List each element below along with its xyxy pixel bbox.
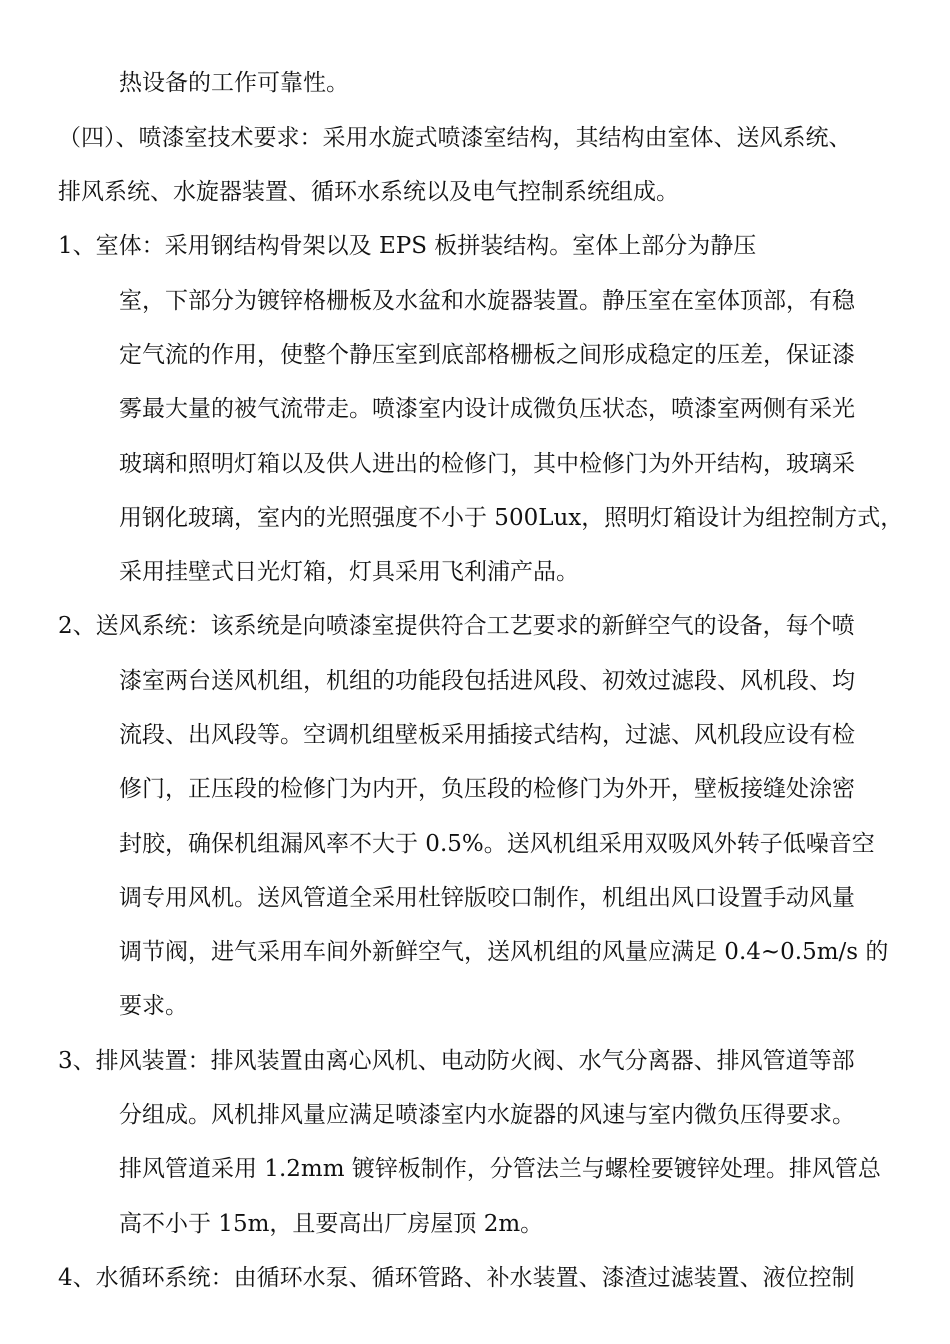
text-line: 室，下部分为镀锌格栅板及水盆和水旋器装置。静压室在室体顶部，有稳 xyxy=(119,288,855,314)
text-line: 流段、出风段等。空调机组壁板采用插接式结构，过滤、风机段应设有检 xyxy=(119,722,855,748)
section-heading-line: （四）、喷漆室技术要求：采用水旋式喷漆室结构，其结构由室体、送风系统、 xyxy=(58,125,852,151)
list-item-heading-line: 2、送风系统：该系统是向喷漆室提供符合工艺要求的新鲜空气的设备，每个喷 xyxy=(58,613,855,639)
text-line: 要求。 xyxy=(119,993,188,1019)
text-line: 采用挂壁式日光灯箱，灯具采用飞利浦产品。 xyxy=(119,559,579,585)
list-item-heading-line: 4、水循环系统：由循环水泵、循环管路、补水装置、漆渣过滤装置、液位控制 xyxy=(58,1265,855,1291)
text-line: 调专用风机。送风管道全采用杜锌版咬口制作，机组出风口设置手动风量 xyxy=(119,885,855,911)
list-item-heading-line: 1、室体：采用钢结构骨架以及 EPS 板拼装结构。室体上部分为静压 xyxy=(58,233,757,259)
text-line: 用钢化玻璃，室内的光照强度不小于 500Lux，照明灯箱设计为组控制方式， xyxy=(119,505,904,531)
list-item-heading-line: 3、排风装置：排风装置由离心风机、电动防火阀、水气分离器、排风管道等部 xyxy=(58,1048,855,1074)
text-line: 热设备的工作可靠性。 xyxy=(119,70,349,96)
text-line: 封胶，确保机组漏风率不大于 0.5%。送风机组采用双吸风外转子低噪音空 xyxy=(119,831,875,857)
text-line: 雾最大量的被气流带走。喷漆室内设计成微负压状态，喷漆室两侧有采光 xyxy=(119,396,855,422)
text-line: 高不小于 15m，且要高出厂房屋顶 2m。 xyxy=(119,1211,544,1237)
text-line: 调节阀，进气采用车间外新鲜空气，送风机组的风量应满足 0.4~0.5m/s 的 xyxy=(119,939,889,965)
text-line: 玻璃和照明灯箱以及供人进出的检修门，其中检修门为外开结构，玻璃采 xyxy=(119,451,855,477)
text-line: 漆室两台送风机组，机组的功能段包括进风段、初效过滤段、风机段、均 xyxy=(119,668,855,694)
text-line: 分组成。风机排风量应满足喷漆室内水旋器的风速与室内微负压得要求。 xyxy=(119,1102,855,1128)
text-line: 定气流的作用，使整个静压室到底部格栅板之间形成稳定的压差，保证漆 xyxy=(119,342,855,368)
text-line: 修门，正压段的检修门为内开，负压段的检修门为外开，壁板接缝处涂密 xyxy=(119,776,855,802)
text-line: 排风管道采用 1.2mm 镀锌板制作，分管法兰与螺栓要镀锌处理。排风管总 xyxy=(119,1156,881,1182)
text-line: 排风系统、水旋器装置、循环水系统以及电气控制系统组成。 xyxy=(58,179,679,205)
